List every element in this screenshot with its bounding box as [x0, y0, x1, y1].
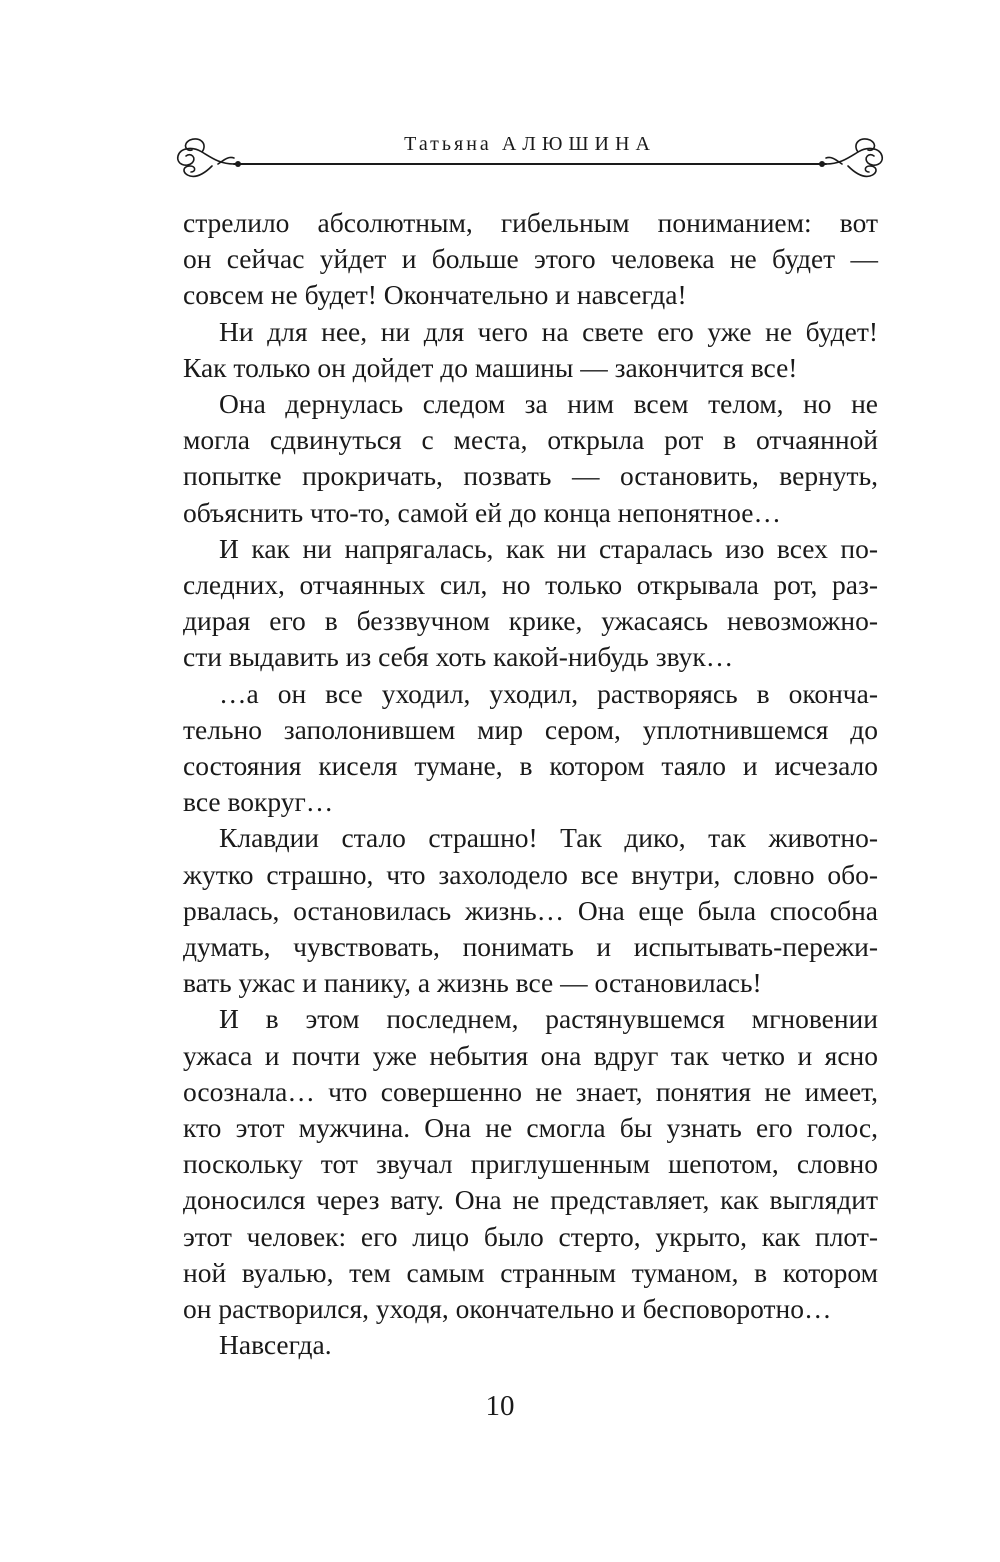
- text-line: тельно заполонившем мир сером, уплотнившемся до: [183, 713, 878, 745]
- text-line: состояния киселя тумане, в котором таяло и исчезало: [183, 750, 878, 782]
- text-line: И в этом последнем, растянувшемся мгновении: [219, 1003, 878, 1035]
- text-line: Она дернулась следом за ним всем телом, но не: [219, 388, 878, 420]
- paragraph: [183, 1001, 878, 1327]
- page-number: 10: [485, 1390, 515, 1422]
- paragraph: [183, 820, 878, 1001]
- text-line: думать, чувствовать, понимать и испытывать-пережи-: [183, 931, 878, 963]
- text-line: И как ни напрягалась, как ни старалась изо всех по-: [219, 532, 878, 564]
- text-line: рвалась, остановилась жизнь… Она еще была способна: [183, 894, 878, 926]
- text-line: жутко страшно, что захолодело все внутри, словно обо-: [183, 858, 878, 890]
- text-line: поскольку тот звучал приглушенным шепотом, словно: [183, 1148, 878, 1180]
- text-line: следних, отчаянных сил, но только открывала рот, раз-: [183, 569, 878, 601]
- paragraph: [183, 1327, 878, 1363]
- text-line: ной вуалью, тем самым странным туманом, в котором: [183, 1256, 878, 1288]
- text-line: этот человек: его лицо было стерто, укрыто, как плот-: [183, 1220, 878, 1252]
- paragraph: [183, 531, 878, 676]
- paragraph: [183, 386, 878, 531]
- body-text: [183, 205, 878, 1364]
- text-line: вать ужас и панику, а жизнь все — остановилась!: [183, 967, 762, 999]
- author-last-name: АЛЮШИНА: [501, 133, 656, 155]
- text-line: он сейчас уйдет и больше этого человека не будет —: [183, 243, 878, 275]
- text-line: попытке прокричать, позвать — остановить, вернуть,: [183, 460, 878, 492]
- text-line: сти выдавить из себя хоть какой-нибудь звук…: [183, 641, 734, 673]
- text-line: кто этот мужчина. Она не смогла бы узнать его голос,: [183, 1112, 878, 1144]
- running-header-title: [172, 133, 888, 156]
- text-line: совсем не будет! Окончательно и навсегда!: [183, 279, 687, 311]
- text-line: все вокруг…: [183, 786, 334, 818]
- text-line: Как только он дойдет до машины — закончится все!: [183, 351, 798, 383]
- text-line: могла сдвинуться с места, открыла рот в отчаянной: [183, 424, 878, 456]
- paragraph: [183, 314, 878, 386]
- text-line: Навсегда.: [219, 1329, 332, 1361]
- author-first-name: Татьяна: [404, 133, 492, 155]
- text-line: …а он все уходил, уходил, растворяясь в оконча-: [219, 677, 878, 709]
- text-line: Клавдии стало страшно! Так дико, так животно-: [219, 822, 878, 854]
- paragraph: [183, 205, 878, 314]
- text-line: дирая его в беззвучном крике, ужасаясь невозможно-: [183, 605, 878, 637]
- text-line: он растворился, уходя, окончательно и бесповоротно…: [183, 1293, 832, 1325]
- text-line: осознала… что совершенно не знает, понятия не имеет,: [183, 1075, 878, 1107]
- paragraph: [183, 676, 878, 821]
- text-line: стрелило абсолютным, гибельным пониманием: вот: [183, 207, 878, 238]
- text-line: доносился через вату. Она не представляет, как выглядит: [183, 1184, 878, 1216]
- text-line: объяснить что-то, самой ей до конца непонятное…: [183, 496, 781, 528]
- running-header: [172, 130, 888, 190]
- text-line: Ни для нее, ни для чего на свете его уже не будет!: [219, 315, 878, 347]
- text-line: ужаса и почти уже небытия она вдруг так четко и ясно: [183, 1039, 878, 1071]
